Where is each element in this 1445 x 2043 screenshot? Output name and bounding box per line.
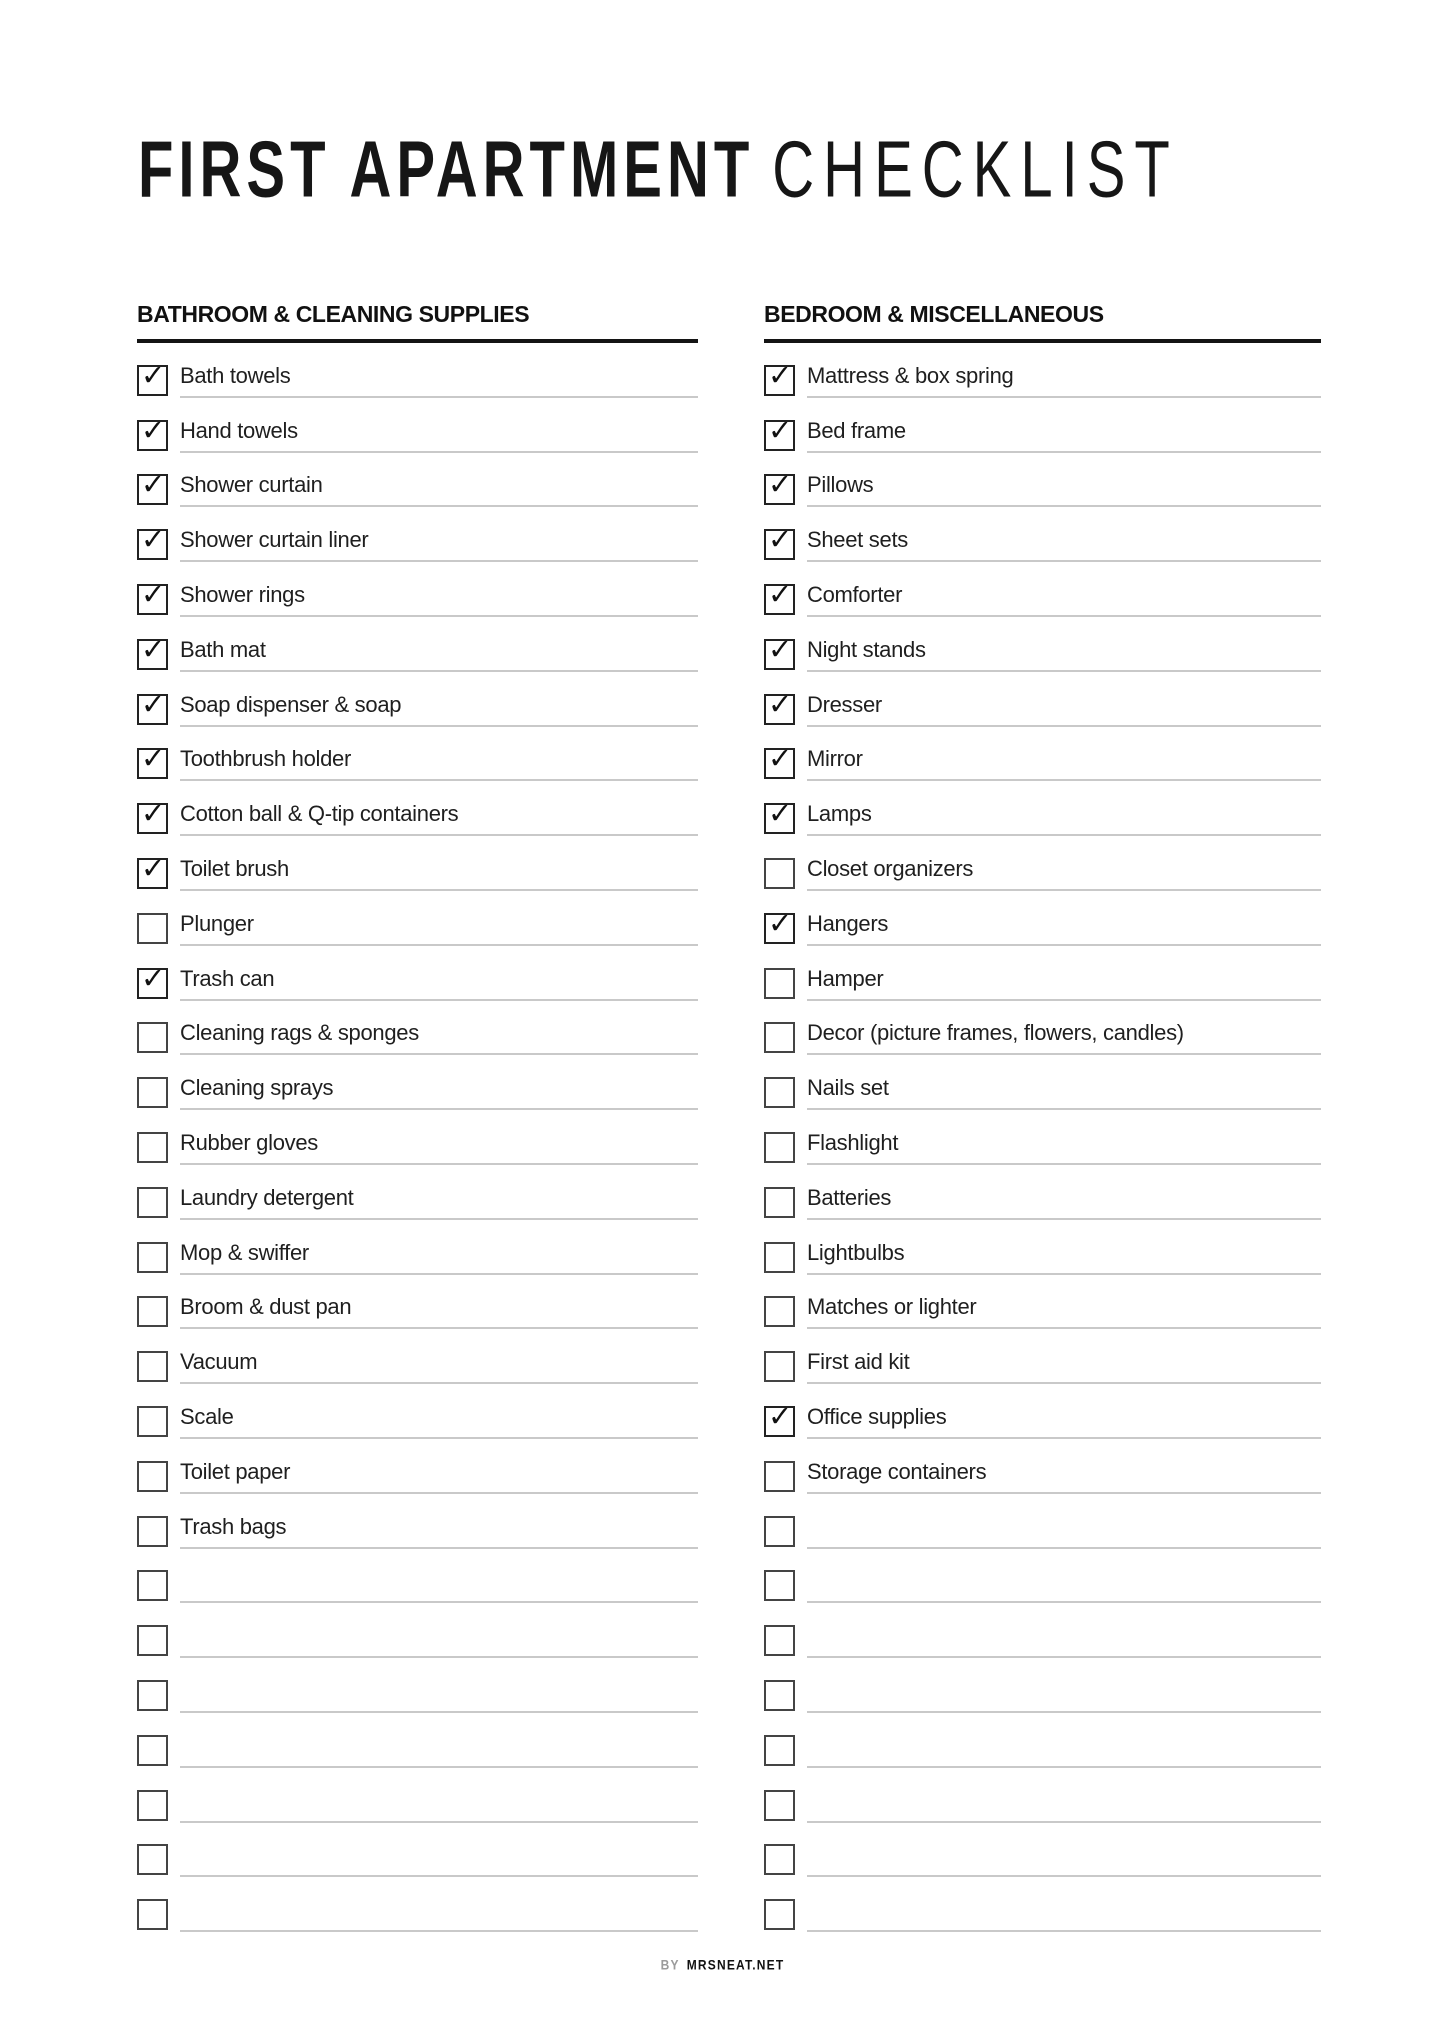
- check-icon: ✓: [141, 796, 166, 831]
- checkbox-unchecked[interactable]: [764, 858, 795, 889]
- checklist-rows: [764, 343, 1321, 1932]
- checklist-row: [137, 507, 698, 562]
- checklist-row: [764, 1823, 1321, 1878]
- checklist-row: [764, 398, 1321, 453]
- item-label: Cleaning rags & sponges: [180, 1020, 698, 1055]
- checkbox-checked[interactable]: [137, 960, 168, 999]
- item-label: Trash can: [180, 966, 698, 1001]
- page-title-bold: FIRST APARTMENT: [138, 124, 755, 215]
- checkbox-unchecked[interactable]: [137, 1132, 168, 1163]
- check-icon: ✓: [141, 960, 166, 995]
- checklist-row: [764, 1439, 1321, 1494]
- checkbox-checked[interactable]: [137, 796, 168, 834]
- item-label: Broom & dust pan: [180, 1294, 698, 1329]
- checklist-row: [764, 1494, 1321, 1549]
- section-header-bathroom-cleaning: BATHROOM & CLEANING SUPPLIES: [137, 299, 698, 343]
- checklist-row: [137, 891, 698, 946]
- checklist-row: [137, 946, 698, 1001]
- item-label: Toothbrush holder: [180, 746, 698, 781]
- item-label: Nails set: [807, 1075, 1321, 1110]
- checkbox-checked[interactable]: [764, 467, 795, 505]
- checklist-row: [137, 836, 698, 891]
- checklist-row: [764, 453, 1321, 508]
- checklist-row: [764, 781, 1321, 836]
- checklist-row: [137, 1165, 698, 1220]
- checkbox-unchecked[interactable]: [137, 1077, 168, 1108]
- checkbox-unchecked[interactable]: [764, 1625, 795, 1656]
- checkbox-unchecked[interactable]: [137, 1242, 168, 1273]
- item-label: Closet organizers: [807, 856, 1321, 891]
- item-label: Comforter: [807, 582, 1321, 617]
- footer-by-label: BY: [660, 1956, 680, 1974]
- checkbox-unchecked[interactable]: [137, 1790, 168, 1821]
- check-icon: ✓: [141, 686, 166, 721]
- footer-brand-label: MRSNEAT.NET: [686, 1956, 785, 1974]
- check-icon: ✓: [141, 522, 166, 557]
- checklist-row: [764, 672, 1321, 727]
- item-label: Trash bags: [180, 1514, 698, 1549]
- blank-line: [807, 1568, 1321, 1603]
- checkbox-unchecked[interactable]: [137, 1296, 168, 1327]
- item-label: Pillows: [807, 472, 1321, 507]
- checklist-row: [764, 617, 1321, 672]
- item-label: Office supplies: [807, 1404, 1321, 1439]
- checkbox-checked[interactable]: [137, 850, 168, 889]
- check-icon: ✓: [141, 741, 166, 776]
- checklist-row: [764, 1768, 1321, 1823]
- checklist-row: [764, 1001, 1321, 1056]
- checkbox-checked[interactable]: [137, 522, 168, 560]
- checklist-row: [764, 946, 1321, 1001]
- checkbox-checked[interactable]: [137, 686, 168, 725]
- blank-line: [807, 1897, 1321, 1932]
- item-label: Night stands: [807, 637, 1321, 672]
- item-label: Toilet brush: [180, 856, 698, 891]
- item-label: Cleaning sprays: [180, 1075, 698, 1110]
- checklist-row: [137, 1713, 698, 1768]
- checklist-row: [137, 672, 698, 727]
- blank-line: [807, 1623, 1321, 1658]
- item-label: Shower curtain: [180, 472, 698, 507]
- check-icon: ✓: [141, 412, 166, 447]
- checklist-row: [137, 453, 698, 508]
- checklist-row: [764, 727, 1321, 782]
- check-icon: ✓: [768, 631, 793, 666]
- blank-line: [807, 1788, 1321, 1823]
- item-label: Mirror: [807, 746, 1321, 781]
- checkbox-checked[interactable]: [764, 796, 795, 834]
- checkbox-unchecked[interactable]: [137, 1022, 168, 1053]
- item-label: Shower rings: [180, 582, 698, 617]
- item-label: Cotton ball & Q-tip containers: [180, 801, 698, 836]
- item-label: Laundry detergent: [180, 1185, 698, 1220]
- item-label: Lightbulbs: [807, 1240, 1321, 1275]
- checkbox-checked[interactable]: [137, 741, 168, 779]
- item-label: Batteries: [807, 1185, 1321, 1220]
- blank-line: [180, 1788, 698, 1823]
- check-icon: ✓: [768, 1398, 793, 1433]
- check-icon: ✓: [768, 905, 793, 940]
- item-label: Storage containers: [807, 1459, 1321, 1494]
- checklist-row: [137, 1439, 698, 1494]
- check-icon: ✓: [768, 741, 793, 776]
- checklist-row: [764, 1658, 1321, 1713]
- checklist-row: [764, 1329, 1321, 1384]
- check-icon: ✓: [768, 467, 793, 502]
- checklist-row: [137, 1384, 698, 1439]
- checklist-row: [137, 1494, 698, 1549]
- blank-line: [180, 1623, 698, 1658]
- section-header-bedroom-misc: BEDROOM & MISCELLANEOUS: [764, 299, 1321, 343]
- checklist-row: [764, 836, 1321, 891]
- checklist-row: [764, 1165, 1321, 1220]
- blank-line: [180, 1678, 698, 1713]
- page-title: [138, 124, 1179, 215]
- item-label: Lamps: [807, 801, 1321, 836]
- checklist-row: [764, 1603, 1321, 1658]
- checkbox-unchecked[interactable]: [764, 1680, 795, 1711]
- checklist-row: [764, 507, 1321, 562]
- check-icon: ✓: [768, 522, 793, 557]
- blank-line: [180, 1897, 698, 1932]
- checklist-row: [137, 1275, 698, 1330]
- checkbox-checked[interactable]: [137, 412, 168, 451]
- item-label: Dresser: [807, 692, 1321, 727]
- checklist-row: [137, 1603, 698, 1658]
- item-label: Bed frame: [807, 418, 1321, 453]
- item-label: Hangers: [807, 911, 1321, 946]
- checkbox-unchecked[interactable]: [764, 1242, 795, 1273]
- checkbox-checked[interactable]: [137, 576, 168, 615]
- check-icon: ✓: [768, 357, 793, 392]
- checkbox-checked[interactable]: [137, 631, 168, 670]
- check-icon: ✓: [141, 850, 166, 885]
- checkbox-checked[interactable]: [764, 686, 795, 725]
- checkbox-checked[interactable]: [764, 741, 795, 779]
- checkbox-checked[interactable]: [764, 905, 795, 944]
- checkbox-unchecked[interactable]: [764, 1022, 795, 1053]
- checkbox-unchecked[interactable]: [764, 1516, 795, 1547]
- checkbox-checked[interactable]: [764, 1398, 795, 1437]
- column-bedroom-misc: [764, 299, 1321, 1932]
- checkbox-unchecked[interactable]: [137, 1187, 168, 1218]
- checkbox-unchecked[interactable]: [137, 1516, 168, 1547]
- checklist-row: [137, 1220, 698, 1275]
- checklist-row: [137, 1768, 698, 1823]
- checkbox-unchecked[interactable]: [764, 1844, 795, 1875]
- checkbox-checked[interactable]: [764, 522, 795, 560]
- check-icon: ✓: [141, 357, 166, 392]
- checklist-row: [137, 1110, 698, 1165]
- check-icon: ✓: [141, 467, 166, 502]
- checklist-row: [137, 781, 698, 836]
- item-label: Toilet paper: [180, 1459, 698, 1494]
- checkbox-unchecked[interactable]: [764, 1187, 795, 1218]
- checklist-row: [137, 1329, 698, 1384]
- page-title-light: CHECKLIST: [772, 124, 1179, 215]
- checklist-row: [764, 891, 1321, 946]
- checkbox-unchecked[interactable]: [137, 913, 168, 944]
- checkbox-checked[interactable]: [764, 357, 795, 396]
- checklist-row: [764, 343, 1321, 398]
- item-label: Flashlight: [807, 1130, 1321, 1165]
- checkbox-unchecked[interactable]: [764, 1790, 795, 1821]
- item-label: Mop & swiffer: [180, 1240, 698, 1275]
- footer-credit: [661, 1957, 785, 1973]
- checkbox-unchecked[interactable]: [137, 1406, 168, 1437]
- checklist-row: [137, 1823, 698, 1878]
- checklist-row: [764, 1877, 1321, 1932]
- item-label: Vacuum: [180, 1349, 698, 1384]
- checkbox-unchecked[interactable]: [764, 1461, 795, 1492]
- checkbox-unchecked[interactable]: [764, 1296, 795, 1327]
- item-label: Matches or lighter: [807, 1294, 1321, 1329]
- checkbox-unchecked[interactable]: [137, 1625, 168, 1656]
- checklist-row: [137, 1549, 698, 1604]
- checkbox-unchecked[interactable]: [137, 1899, 168, 1930]
- checklist-row: [137, 1877, 698, 1932]
- checklist-row: [137, 343, 698, 398]
- checkbox-checked[interactable]: [137, 467, 168, 505]
- blank-line: [807, 1678, 1321, 1713]
- item-label: Rubber gloves: [180, 1130, 698, 1165]
- checkbox-unchecked[interactable]: [137, 1570, 168, 1601]
- item-label: First aid kit: [807, 1349, 1321, 1384]
- check-icon: ✓: [141, 631, 166, 666]
- checklist-row: [764, 1713, 1321, 1768]
- check-icon: ✓: [768, 576, 793, 611]
- checkbox-unchecked[interactable]: [137, 1844, 168, 1875]
- checkbox-unchecked[interactable]: [137, 1461, 168, 1492]
- item-label: Soap dispenser & soap: [180, 692, 698, 727]
- item-label: Sheet sets: [807, 527, 1321, 562]
- checklist-row: [137, 1055, 698, 1110]
- item-label: Hand towels: [180, 418, 698, 453]
- item-label: Plunger: [180, 911, 698, 946]
- checklist-row: [137, 727, 698, 782]
- checklist-rows: [137, 343, 698, 1932]
- checklist-row: [764, 1384, 1321, 1439]
- checkbox-unchecked[interactable]: [764, 1570, 795, 1601]
- checkbox-checked[interactable]: [764, 631, 795, 670]
- checkbox-unchecked[interactable]: [764, 968, 795, 999]
- checklist-row: [764, 1055, 1321, 1110]
- check-icon: ✓: [768, 412, 793, 447]
- item-label: Bath mat: [180, 637, 698, 672]
- item-label: Decor (picture frames, flowers, candles): [807, 1020, 1321, 1055]
- checkbox-checked[interactable]: [764, 412, 795, 451]
- blank-line: [807, 1514, 1321, 1549]
- check-icon: ✓: [768, 686, 793, 721]
- checklist-row: [764, 1549, 1321, 1604]
- checklist-row: [137, 398, 698, 453]
- checkbox-unchecked[interactable]: [137, 1680, 168, 1711]
- checkbox-checked[interactable]: [764, 576, 795, 615]
- checkbox-unchecked[interactable]: [764, 1735, 795, 1766]
- check-icon: ✓: [768, 796, 793, 831]
- blank-line: [180, 1733, 698, 1768]
- checkbox-unchecked[interactable]: [764, 1899, 795, 1930]
- item-label: Bath towels: [180, 363, 698, 398]
- column-bathroom-cleaning: [137, 299, 698, 1932]
- checkbox-unchecked[interactable]: [137, 1351, 168, 1382]
- checklist-row: [764, 1110, 1321, 1165]
- checklist-row: [137, 1658, 698, 1713]
- checkbox-unchecked[interactable]: [764, 1132, 795, 1163]
- blank-line: [180, 1842, 698, 1877]
- blank-line: [807, 1842, 1321, 1877]
- checklist-row: [764, 1220, 1321, 1275]
- item-label: Scale: [180, 1404, 698, 1439]
- item-label: Hamper: [807, 966, 1321, 1001]
- checkbox-checked[interactable]: [137, 357, 168, 396]
- item-label: Shower curtain liner: [180, 527, 698, 562]
- check-icon: ✓: [141, 576, 166, 611]
- checklist-row: [137, 1001, 698, 1056]
- blank-line: [807, 1733, 1321, 1768]
- checklist-row: [137, 617, 698, 672]
- checkbox-unchecked[interactable]: [764, 1351, 795, 1382]
- checklist-row: [764, 1275, 1321, 1330]
- checkbox-unchecked[interactable]: [764, 1077, 795, 1108]
- blank-line: [180, 1568, 698, 1603]
- item-label: Mattress & box spring: [807, 363, 1321, 398]
- checklist-row: [764, 562, 1321, 617]
- checkbox-unchecked[interactable]: [137, 1735, 168, 1766]
- checklist-row: [137, 562, 698, 617]
